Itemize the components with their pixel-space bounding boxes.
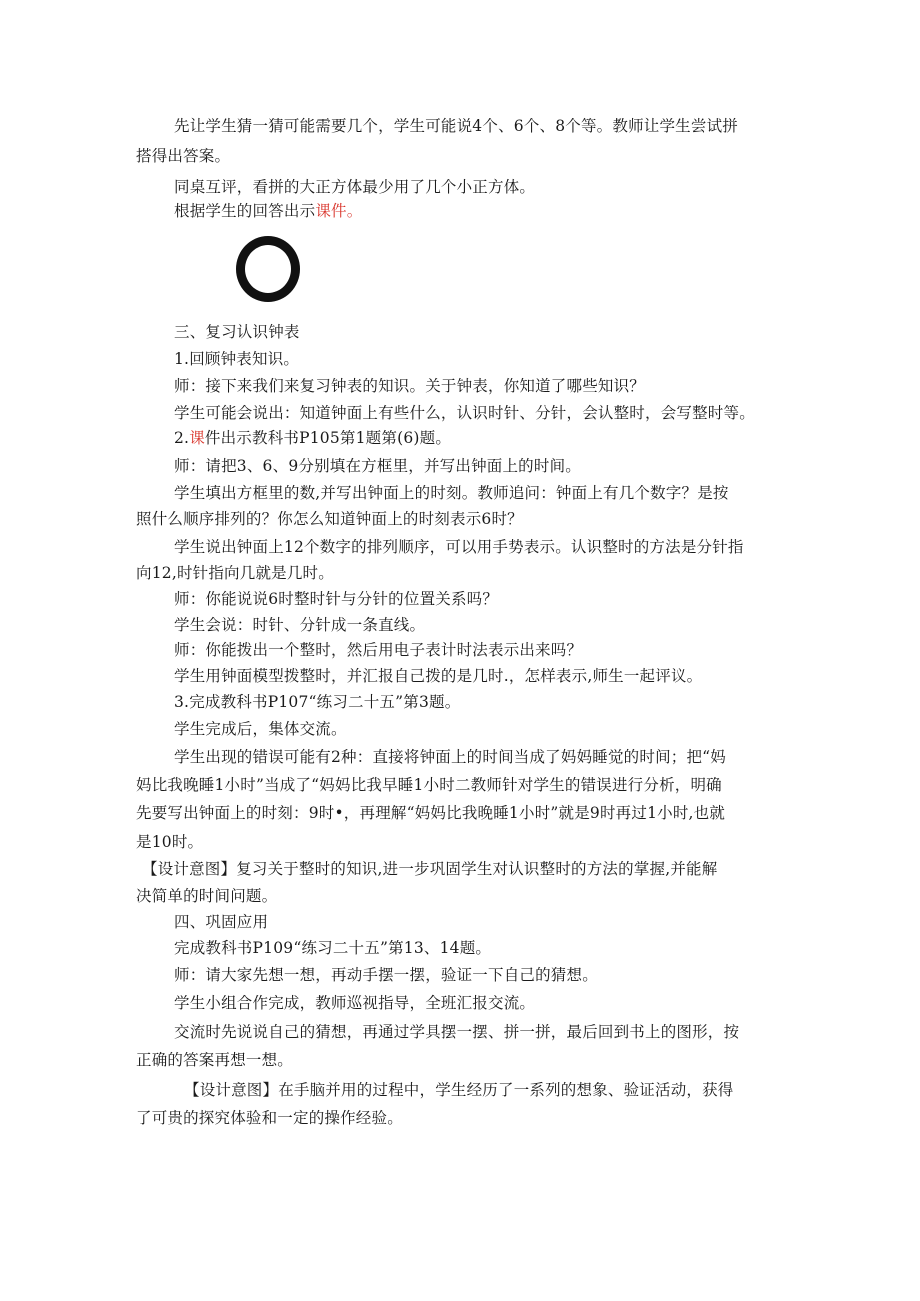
paragraph-line: 师：请大家先想一想，再动手摆一摆，验证一下自己的猜想。 — [174, 966, 598, 984]
paragraph-line: 学生出现的错误可能有2种：直接将钟面上的时间当成了妈妈睡觉的时间；把“妈 — [174, 748, 726, 766]
paragraph-line: 学生说出钟面上12个数字的排列顺序，可以用手势表示。认识整时的方法是分针指 — [174, 538, 744, 556]
design-intent-line: 【设计意图】复习关于整时的知识,进一步巩固学生对认识整时的方法的掌握,并能解 — [142, 860, 718, 878]
courseware-link-text: 课件。 — [315, 202, 363, 220]
paragraph-line: 向12,时针指向几就是几时。 — [136, 564, 334, 582]
text-span: 2. — [174, 429, 190, 447]
section-heading: 三、复习认识钟表 — [174, 323, 300, 341]
paragraph-line: 同桌互评，看拼的大正方体最少用了几个小正方体。 — [174, 178, 536, 196]
paragraph-line: 师：你能拨出一个整时，然后用电子表计时法表示出来吗？ — [174, 641, 583, 659]
paragraph-line: 正确的答案再想一想。 — [136, 1051, 294, 1069]
paragraph-line: 师：你能说说6时整时针与分针的位置关系吗？ — [174, 590, 499, 608]
design-intent-line: 【设计意图】在手脑并用的过程中，学生经历了一系列的想象、验证活动，获得 — [184, 1081, 734, 1099]
paragraph-line: 学生可能会说出：知道钟面上有些什么，认识时针、分针，会认整时，会写整时等。 — [174, 404, 755, 422]
paragraph-line: 学生小组合作完成，教师巡视指导，全班汇报交流。 — [174, 994, 536, 1012]
paragraph-line: 师：接下来我们来复习钟表的知识。关于钟表，你知道了哪些知识？ — [174, 377, 646, 395]
paragraph-line: 师：请把3、6、9分别填在方框里，并写出钟面上的时间。 — [174, 457, 581, 475]
paragraph-line: 学生填出方框里的数,并写出钟面上的时刻。教师追问：钟面上有几个数字？是按 — [174, 484, 729, 502]
text-span: 件出示教科书P105第1题第(6)题。 — [204, 429, 452, 447]
paragraph-line: 交流时先说说自己的猜想，再通过学具摆一摆、拼一拼，最后回到书上的图形，按 — [174, 1023, 740, 1041]
paragraph-line: 学生完成后，集体交流。 — [174, 720, 347, 738]
paragraph-line: 1.回顾钟表知识。 — [174, 350, 300, 368]
paragraph-line: 照什么顺序排列的？你怎么知道钟面上的时刻表示6时？ — [136, 510, 523, 528]
text-span: 根据学生的回答出示 — [174, 202, 316, 220]
paragraph-line: 搭得出答案。 — [136, 147, 231, 165]
paragraph-line — [174, 201, 362, 221]
paragraph-line: 先要写出钟面上的时刻：9时•，再理解“妈妈比我晚睡1小时”就是9时再过1小时,也就 — [136, 804, 726, 822]
paragraph-line: 是10时。 — [136, 833, 204, 851]
section-heading: 四、巩固应用 — [174, 913, 269, 931]
paragraph-line: 学生会说：时针、分针成一条直线。 — [174, 616, 426, 634]
courseware-link-text: 课 — [189, 429, 205, 447]
paragraph-line: 先让学生猜一猜可能需要几个，学生可能说4个、6个、8个等。教师让学生尝试拼 — [174, 117, 738, 135]
paragraph-line: 完成教科书P109“练习二十五”第13、14题。 — [174, 939, 492, 957]
paragraph-line: 决简单的时间问题。 — [136, 887, 278, 905]
large-o-glyph — [236, 236, 300, 302]
paragraph-line: 妈比我晚睡1小时”当成了“妈妈比我早睡1小时二教师针对学生的错误进行分析，明确 — [136, 776, 722, 794]
paragraph-line: 了可贵的探究体验和一定的操作经验。 — [136, 1109, 403, 1127]
paragraph-line — [174, 428, 451, 448]
paragraph-line: 学生用钟面模型拨整时，并汇报自己拨的是几时.，怎样表示,师生一起评议。 — [174, 667, 703, 685]
paragraph-line: 3.完成教科书P107“练习二十五”第3题。 — [174, 693, 461, 711]
